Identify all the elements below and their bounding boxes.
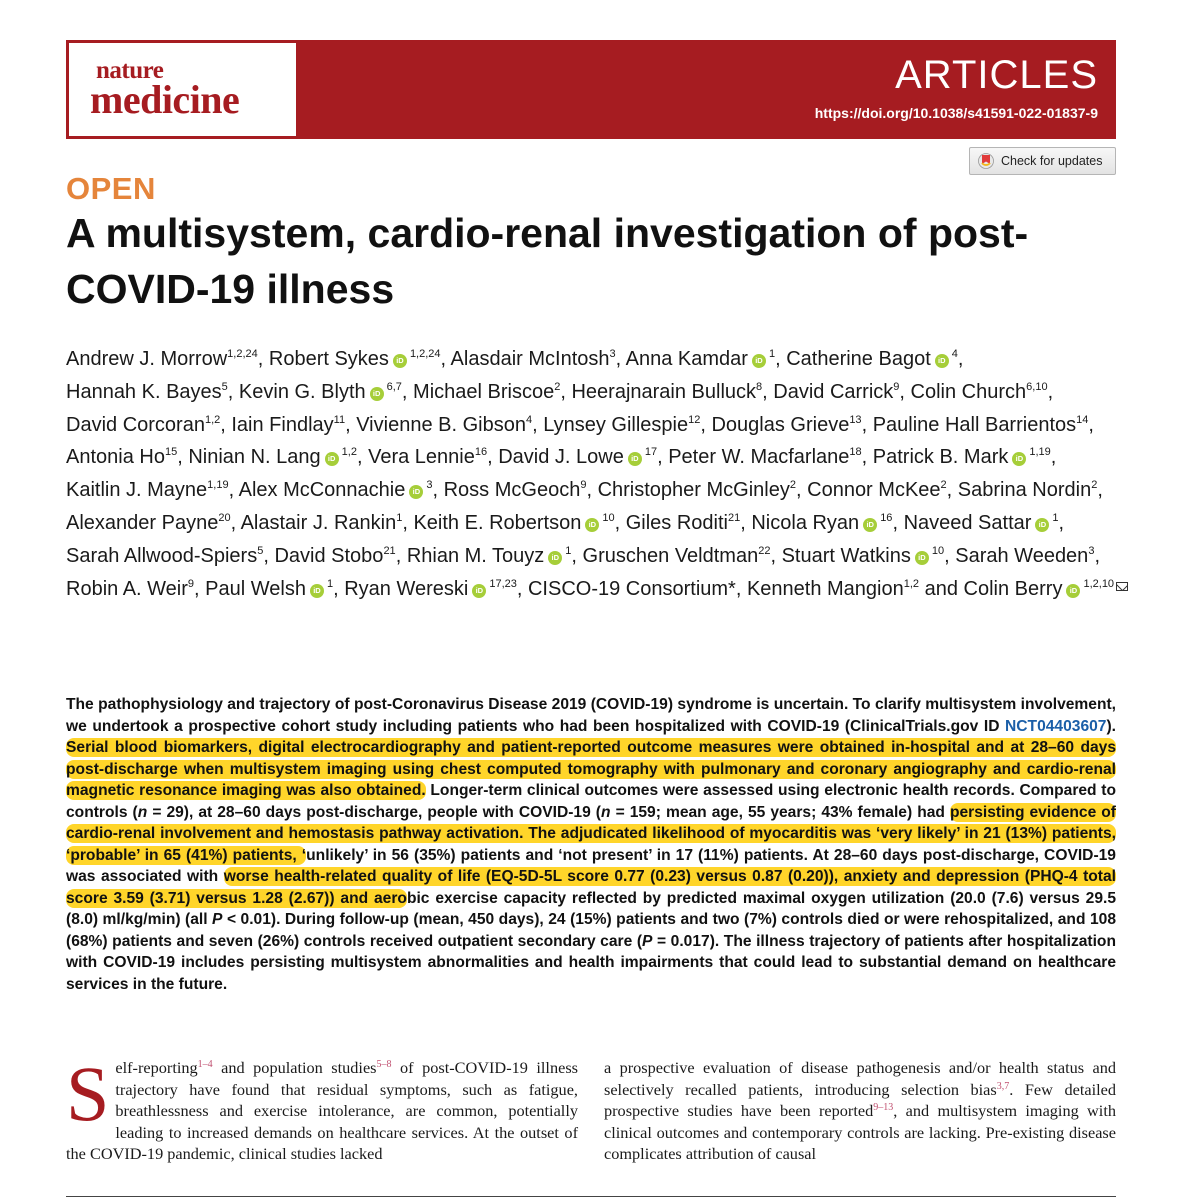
- author-affiliation: 20: [218, 511, 231, 524]
- orcid-icon[interactable]: iD: [628, 452, 642, 466]
- abstract-text: < 0.01). During follow-up (mean, 450 days), 24 (15%) patients and two (7%) controls died or were rehospitalized, and 108 (68%) patients and seven (26%) controls received outpatient secondary care (: [66, 911, 1116, 950]
- author-name[interactable]: David J. Lowe: [498, 446, 624, 469]
- author-affiliation: 1,2: [204, 413, 221, 426]
- abstract-text: The pathophysiology and trajectory of post-Coronavirus Disease 2019 (COVID-19) syndrome is uncertain. To clarify multisystem involvement, we undertook a prospective cohort study including patients who had been hospitalized with COVID-19 (ClinicalTrials.gov ID: [66, 696, 1116, 735]
- author-entry: [274, 545, 395, 567]
- author-entry: [626, 348, 775, 370]
- open-access-label: OPEN: [66, 171, 156, 206]
- author-entry: [786, 348, 958, 370]
- check-for-updates-label: Check for updates: [1001, 154, 1103, 168]
- author-name[interactable]: Ross McGeoch: [443, 479, 581, 502]
- logo-medicine-text: medicine: [90, 77, 240, 122]
- author-name[interactable]: Robert Sykes: [268, 348, 389, 370]
- author-affiliation: 16: [880, 511, 893, 524]
- abstract-text: unlikely’ in 56 (35%) patients and ‘not present’ in 17 (11%) patients. At 28–60 days post-discharge, COVID-19 was associated with: [66, 846, 1116, 885]
- abstract-text: = 29), at 28–60 days post-discharge, people with COVID-19 (: [147, 803, 602, 821]
- author-name[interactable]: Ninian N. Lang: [188, 446, 321, 469]
- n-symbol: n: [137, 803, 148, 821]
- author-name[interactable]: Ryan Wereski: [344, 577, 469, 600]
- author-entry: [498, 446, 657, 468]
- author-name[interactable]: Stuart Watkins: [781, 544, 911, 567]
- orcid-icon[interactable]: iD: [370, 387, 384, 401]
- author-name[interactable]: Kevin G. Blyth: [238, 380, 366, 403]
- author-entry: [626, 512, 741, 534]
- citation-link[interactable]: 1–4: [197, 1059, 213, 1070]
- author-name[interactable]: Robin A. Weir: [66, 577, 188, 600]
- author-affiliation: 1,2,10: [1083, 577, 1115, 590]
- author-entry: [66, 446, 177, 468]
- author-entry: [571, 381, 762, 403]
- author-entry: [413, 512, 614, 534]
- author-name[interactable]: Alastair J. Rankin: [240, 511, 397, 534]
- author-entry: [188, 446, 357, 468]
- orcid-icon[interactable]: iD: [409, 485, 423, 499]
- author-name[interactable]: Sarah Allwood-Spiers: [66, 544, 258, 567]
- author-name[interactable]: Alex McConnachie: [238, 479, 406, 502]
- author-affiliation: 3: [426, 479, 433, 492]
- author-name[interactable]: Naveed Sattar: [903, 511, 1032, 534]
- author-entry: [66, 545, 263, 567]
- author-entry: [528, 578, 736, 600]
- author-affiliation: 1: [326, 577, 334, 590]
- article-title: A multisystem, cardio-renal investigation of post-COVID-19 illness: [66, 210, 1029, 312]
- p-symbol: P: [642, 932, 653, 950]
- body-column-right: [604, 1057, 1116, 1165]
- email-icon[interactable]: [1116, 582, 1128, 591]
- author-affiliation: 13: [849, 413, 862, 426]
- author-entry: [407, 545, 572, 567]
- body-column-left: [66, 1050, 578, 1165]
- author-entry: [205, 578, 333, 600]
- abstract-highlight: worse health-related quality of life (EQ-5D-5L score 0.77 (0.23) versus 0.87 (0.20)), anxiety and depression (PHQ-4 total score 3.59 (3.71) versus 1.28 (2.67)) and aero: [66, 868, 1116, 907]
- author-affiliation: 1,2: [341, 446, 357, 459]
- orcid-icon[interactable]: iD: [310, 584, 324, 598]
- author-name[interactable]: Catherine Bagot: [786, 348, 931, 370]
- author-entry: [751, 512, 892, 534]
- author-name[interactable]: Vivienne B. Gibson: [356, 413, 526, 436]
- author-affiliation: 4: [525, 413, 533, 426]
- orcid-icon[interactable]: iD: [752, 354, 766, 368]
- author-name[interactable]: Heerajnarain Bulluck: [571, 380, 757, 403]
- abstract-highlight: persisting evidence of cardio-renal involvement and hemostasis pathway activation. The adjudicated likelihood of myocarditis was ‘very likely’ in 21 (13%) patients, ‘probable’ in 65 (41%) patients, ‘: [66, 803, 1116, 864]
- abstract-text: = 0.017). The illness trajectory of patients after hospitalization with COVID-19 includes persisting multisystem abnormalities and health impairments that could lead to substantial demand on healthcare services in the future.: [66, 932, 1116, 993]
- author-affiliation: 1: [565, 544, 572, 557]
- orcid-icon[interactable]: iD: [1012, 452, 1026, 466]
- orcid-icon[interactable]: iD: [1035, 518, 1049, 532]
- author-affiliation: 10: [931, 544, 945, 557]
- author-entry: [413, 381, 560, 403]
- author-affiliation: 2: [940, 479, 947, 492]
- abstract-text: Longer-term clinical outcomes were assessed using electronic health records. Compared to controls (: [66, 782, 1116, 821]
- check-for-updates-button[interactable]: [969, 147, 1116, 175]
- author-name[interactable]: Sabrina Nordin: [957, 479, 1092, 502]
- crossmark-icon: [978, 152, 994, 170]
- author-affiliation: 12: [688, 413, 701, 426]
- author-affiliation: 9: [187, 577, 195, 590]
- author-name[interactable]: Colin Berry: [963, 577, 1063, 600]
- author-entry: [368, 446, 487, 468]
- journal-header-bar: [66, 40, 1116, 139]
- p-symbol: P: [212, 911, 223, 928]
- author-affiliation: 11: [333, 413, 346, 426]
- author-entry: [241, 512, 403, 534]
- author-name[interactable]: Alasdair McIntosh: [450, 348, 610, 370]
- author-affiliation: 18: [849, 446, 862, 459]
- author-entry: [543, 414, 700, 436]
- n-symbol: n: [601, 803, 611, 821]
- abstract-highlight: Serial blood biomarkers, digital electrocardiography and patient-reported outcome measures were obtained in-hospital and at 28–60 days post-discharge when multisystem imaging using chest computed tomography with pulmonary and coronary angiography and cardio-renal magnetic resonance imaging was also obtained.: [66, 739, 1116, 799]
- author-entry: [955, 545, 1094, 567]
- author-entry: [451, 348, 616, 370]
- author-affiliation: 10: [602, 511, 615, 524]
- author-affiliation: 22: [758, 544, 771, 557]
- author-affiliation: 2: [1091, 479, 1098, 492]
- author-affiliation: 2: [554, 380, 561, 393]
- author-name[interactable]: Christopher McGinley: [597, 479, 790, 502]
- author-name[interactable]: Pauline Hall Barrientos: [872, 413, 1077, 436]
- author-name[interactable]: Kaitlin J. Mayne: [66, 479, 208, 502]
- abstract-text: = 159; mean age, 55 years; 43% female) had: [610, 803, 950, 821]
- author-name[interactable]: Hannah K. Bayes: [66, 380, 222, 403]
- author-affiliation: 1,2,24: [227, 348, 258, 360]
- body-text: of post-COVID-19 illness trajectory have found that residual symptoms, such as fatigue, breathlessness and exercise intolerance, are common, potentially leading to increased demands on healthcare services. At the outset of the COVID-19 pandemic, clinical studies lacked: [66, 1058, 578, 1163]
- author-affiliation: 15: [164, 446, 178, 459]
- author-entry: [344, 578, 517, 600]
- author-affiliation: 1,2,24: [409, 348, 441, 360]
- author-affiliation: 1: [768, 348, 776, 360]
- author-name[interactable]: Douglas Grieve: [711, 413, 850, 436]
- author-name[interactable]: Lynsey Gillespie: [543, 413, 689, 436]
- author-entry: [911, 381, 1048, 403]
- page-rule: [66, 1196, 1116, 1197]
- author-affiliation: 1,2: [903, 577, 920, 590]
- author-entry: [231, 414, 345, 436]
- author-name[interactable]: Colin Church: [910, 380, 1027, 403]
- author-name[interactable]: Paul Welsh: [205, 577, 306, 600]
- author-name[interactable]: Connor McKee: [807, 479, 941, 502]
- orcid-icon[interactable]: iD: [548, 551, 562, 565]
- author-affiliation: 5: [221, 380, 228, 393]
- author-affiliation: 3: [1088, 544, 1095, 557]
- orcid-icon[interactable]: iD: [863, 518, 877, 532]
- body-text: . Few detailed prospective studies have been reported: [604, 1079, 1116, 1120]
- citation-link[interactable]: 5–8: [376, 1059, 392, 1070]
- author-entry: [583, 545, 771, 567]
- citation-link[interactable]: 3,7: [996, 1080, 1010, 1092]
- body-text: and population studies: [212, 1058, 377, 1077]
- author-entry: [66, 381, 228, 403]
- author-entry: [873, 446, 1051, 468]
- author-name[interactable]: Patrick B. Mark: [872, 446, 1009, 469]
- author-entry: [873, 414, 1089, 436]
- doi-link[interactable]: https://doi.org/10.1038/s41591-022-01837-9: [814, 105, 1098, 121]
- author-affiliation: 6,7: [386, 380, 402, 393]
- orcid-icon[interactable]: iD: [325, 452, 339, 466]
- clinical-trial-link[interactable]: NCT04403607: [1005, 717, 1107, 735]
- body-text: elf-reporting: [115, 1058, 198, 1077]
- author-entry: [668, 446, 861, 468]
- body-text: a prospective evaluation of disease pathogenesis and/or health status and selectively recalled patients, introducing selection bias: [604, 1058, 1116, 1099]
- orcid-icon[interactable]: iD: [1066, 584, 1080, 598]
- author-entry: [782, 545, 945, 567]
- body-text: , and multisystem imaging with clinical outcomes and contemporary controls are lacking. Pre-existing disease complicates attribution of causal: [604, 1101, 1116, 1163]
- orcid-icon[interactable]: iD: [585, 518, 599, 532]
- orcid-icon[interactable]: iD: [472, 584, 486, 598]
- logo-nature-text: nature: [96, 57, 164, 84]
- orcid-icon[interactable]: iD: [935, 354, 949, 368]
- author-name[interactable]: Alexander Payne: [66, 511, 219, 534]
- author-affiliation: 1,19: [1029, 446, 1051, 459]
- author-list: Andrew J. Morrow$^{1,2,24}$, Robert Sykes iD$^{1,2,24}$, Alasdair McIntosh$^3$, Anna Kamdar $iD^1$, Catherine Bagot $iD^4$, Hannah K. Bayes$^5$, Kevin G. Blyth iD$^{6,7}$, Michael Briscoe$^2$, Heerajnarain Bulluck$^8$, David Carrick$^9$, Colin Church$^{6,10}$, David Corcoran$^{1,2}$, Iain Findlay$^{11}$, Vivienne B. Gibson$^4$, Lynsey Gillespie$^{12}$, Douglas Grieve$^{13}$, Pauline Hall Barrientos$^{14}$, Antonia Ho$^{15}$, Ninian N. Lang iD$^{1,2}$, Vera Lennie$^{16}$, David J. Lowe $iD^{17}$, Peter W. Macfarlane$^{18}$, Patrick B. Mark iD$^{1,19}$, Kaitlin J. Mayne$^{1,19}$, Alex McConnachie $iD^3$, Ross McGeoch$^9$, Christopher McGinley$^2$, Connor McKee$^2$, Sabrina Nordin$^2$, Alexander Payne$^{20}$, Alastair J. Rankin$^1$, Keith E. Robertson $iD^{10}$, Giles Roditi$^{21}$, Nicola Ryan $iD^{16}$, Naveed Sattar $iD^1$, Sarah Allwood-Spiers$^5$, David Stobo$^{21}$, Rhian M. Touyz $iD^1$, Gruschen Veldtman$^{22}$, Stuart Watkins $iD^{10}$, Sarah Weeden$^3$, Robin A. Weir$^9$, Paul Welsh $iD^1$, Ryan Wereski iD$^{17,23}$, CISCO-19 Consortium*, Kenneth Mangion$^{1,2}$ and Colin Berry iD$^{1,2,10}$: [66, 343, 1136, 605]
- author-affiliation: 9: [580, 479, 587, 492]
- author-affiliation: 2: [789, 479, 796, 492]
- author-affiliation: 17,23: [489, 577, 517, 590]
- author-affiliation: 3: [609, 348, 616, 360]
- author-entry: [356, 414, 532, 436]
- author-entry: [598, 479, 796, 501]
- author-affiliation: 5: [257, 544, 264, 557]
- author-name[interactable]: David Stobo: [274, 544, 384, 567]
- author-affiliation: 14: [1076, 413, 1089, 426]
- author-affiliation: 9: [893, 380, 900, 393]
- author-name[interactable]: CISCO-19 Consortium*: [527, 577, 736, 600]
- citation-link[interactable]: 9–13: [873, 1102, 894, 1113]
- orcid-icon[interactable]: iD: [915, 551, 929, 565]
- orcid-icon[interactable]: iD: [393, 354, 407, 368]
- author-entry: [807, 479, 947, 501]
- abstract-text: bic exercise capacity reflected by predicted maximal oxygen utilization (20.0 (7.6) versus 29.5 (8.0) ml/kg/min) (all: [66, 889, 1117, 928]
- section-label: ARTICLES: [895, 53, 1098, 97]
- author-name[interactable]: Andrew J. Morrow: [66, 348, 228, 370]
- author-name[interactable]: Peter W. Macfarlane: [668, 446, 850, 469]
- author-name[interactable]: Keith E. Robertson: [413, 511, 582, 534]
- author-entry: [66, 512, 231, 534]
- author-entry: [66, 578, 194, 600]
- author-entry: [269, 348, 441, 370]
- author-entry: [773, 381, 899, 403]
- author-name[interactable]: Antonia Ho: [66, 446, 165, 469]
- author-name[interactable]: Giles Roditi: [625, 511, 728, 534]
- author-affiliation: 1,19: [207, 479, 229, 492]
- author-entry: [444, 479, 587, 501]
- author-affiliation: 21: [383, 544, 396, 557]
- journal-logo[interactable]: [69, 43, 296, 136]
- author-entry: [66, 414, 220, 436]
- author-affiliation: 16: [474, 446, 488, 459]
- author-entry: [66, 479, 229, 501]
- author-affiliation: 21: [727, 511, 741, 524]
- abstract-text: ).: [1106, 717, 1116, 735]
- author-entry: [958, 479, 1098, 501]
- author-name[interactable]: Gruschen Veldtman: [582, 544, 759, 567]
- author-name[interactable]: David Carrick: [773, 380, 894, 403]
- author-name[interactable]: Nicola Ryan: [751, 511, 860, 534]
- author-entry: [964, 578, 1129, 600]
- drop-cap: S: [66, 1050, 110, 1137]
- author-name[interactable]: Kenneth Mangion: [746, 577, 904, 600]
- author-name[interactable]: Michael Briscoe: [413, 380, 555, 403]
- abstract: [66, 694, 1116, 995]
- author-name[interactable]: Vera Lennie: [368, 446, 475, 469]
- author-affiliation: 1: [396, 511, 403, 524]
- author-affiliation: 8: [756, 380, 763, 393]
- author-entry: [66, 348, 258, 370]
- author-affiliation: 4: [951, 348, 958, 360]
- author-entry: [239, 479, 433, 501]
- author-name[interactable]: Rhian M. Touyz: [406, 544, 545, 567]
- author-entry: [239, 381, 402, 403]
- author-affiliation: 1: [1052, 511, 1059, 524]
- author-affiliation: 17: [644, 446, 658, 459]
- author-entry: [904, 512, 1059, 534]
- author-name[interactable]: David Corcoran: [66, 413, 205, 436]
- author-name[interactable]: Iain Findlay: [231, 413, 334, 436]
- author-name[interactable]: Anna Kamdar: [625, 348, 748, 370]
- author-and: and: [924, 577, 958, 600]
- author-entry: [747, 578, 919, 600]
- author-name[interactable]: Sarah Weeden: [955, 544, 1089, 567]
- author-affiliation: 6,10: [1026, 380, 1048, 393]
- author-entry: [711, 414, 861, 436]
